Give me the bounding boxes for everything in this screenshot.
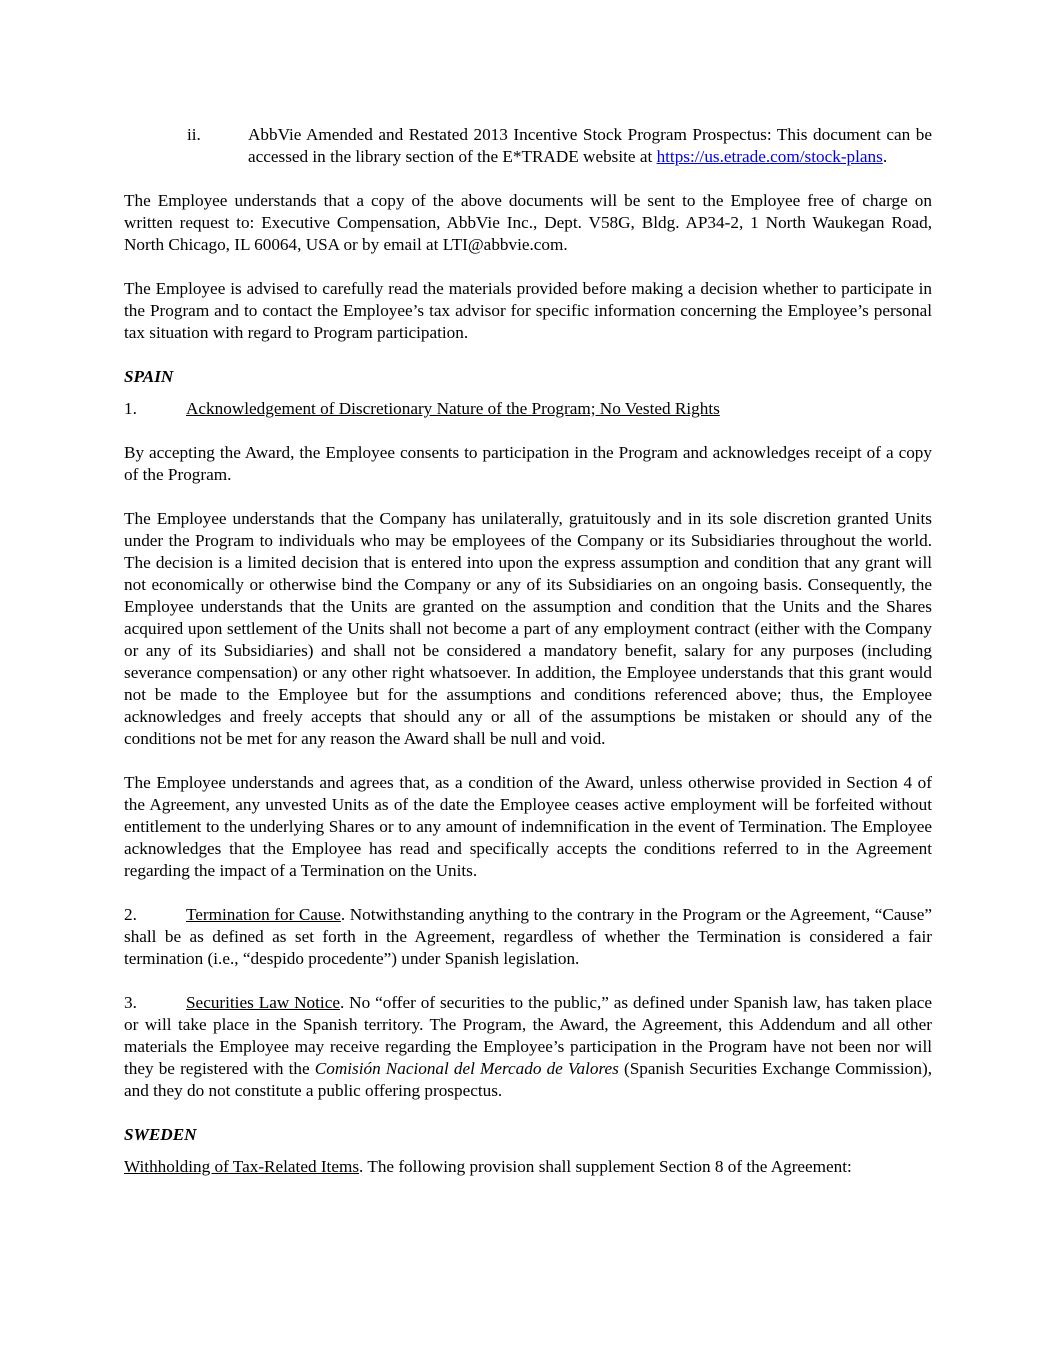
list-item-number: ii. bbox=[187, 125, 201, 144]
section-text: (Spanish Securities Exchange Commission), and they do not constitute a public offering prospectus. bbox=[124, 1059, 933, 1100]
section-text: . No “offer of securities to the public,” as defined under Spanish law, has taken place or will take place in the Spanish territory. The Program, the Award, the Agreement, this Addendum and all other materials the Employee may receive regarding the Employee’s participation in the Program have not been nor will they be registered with the bbox=[124, 993, 932, 1078]
paragraph-advised: The Employee is advised to carefully read the materials provided before making a decision whether to participate in the Program and to contact the Employee’s tax advisor for specific information concerning the Employee’s personal tax situation with regard to Program participation. bbox=[124, 279, 932, 342]
sweden-withholding bbox=[124, 1156, 932, 1178]
section-title: Withholding of Tax-Related Items bbox=[124, 1157, 360, 1176]
paragraph-accept-award: By accepting the Award, the Employee consents to participation in the Program and acknowledges receipt of a copy of the Program. bbox=[124, 443, 932, 484]
section-number: 1. bbox=[124, 399, 137, 418]
paragraph-discretionary-grant: The Employee understands that the Company has unilaterally, gratuitously and in its sole discretion granted Units under the Program to individuals who may be employees of the Company or its Subsidiaries throughout the world. The decision is a limited decision that is entered into upon the express assumption and condition that any grant will not economically or otherwise bind the Company or any of its Subsidiaries on an ongoing basis. Consequently, the Employee understands that the Units are granted on the assumption and condition that the Units and the Shares acquired upon settlement of the Units shall not become a part of any employment contract (either with the Company or any of its Subsidiaries) and shall not be considered a mandatory benefit, salary for any purposes (including severance compensation) or any other right whatsoever. In addition, the Employee understands that this grant would not be made to the Employee but for the assumptions and conditions referenced above; thus, the Employee acknowledges and freely accepts that should any or all of the assumptions be mistaken or should any of the conditions not be met for any reason the Award shall be null and void. bbox=[124, 509, 932, 748]
section-heading-spain: SPAIN bbox=[124, 367, 174, 386]
list-item-ii: ii. AbbVie Amended and Restated 2013 Incentive Stock Program Prospectus: This document can be accessed in the library section of the E*TRADE website at https://us.etrade.com/stock-plans. bbox=[187, 125, 932, 166]
section-text: . Notwithstanding anything to the contrary in the Program or the Agreement, “Cause” shall be as defined as set forth in the Agreement, regardless of whether the Termination is considered a fair termination (i.e., “despido procedente”) under Spanish legislation. bbox=[124, 905, 932, 968]
paragraph-forfeiture: The Employee understands and agrees that, as a condition of the Award, unless otherwise provided in Section 4 of the Agreement, any unvested Units as of the date the Employee ceases active employment will be forfeited without entitlement to the underlying Shares or to any amount of indemnification in the event of Termination. The Employee acknowledges that the Employee has read and specifically accepts the conditions referred to in the Agreement regarding the impact of a Termination on the Units. bbox=[124, 773, 932, 880]
list-item-text: AbbVie Amended and Restated 2013 Incentive Stock Program Prospectus: This document can be accessed in the library section of the E*TRADE website at bbox=[248, 125, 932, 166]
section-title: Securities Law Notice bbox=[186, 993, 340, 1012]
spain-section-1-title bbox=[124, 398, 932, 420]
document-page bbox=[124, 124, 932, 1178]
section-text: . The following provision shall supplement Section 8 of the Agreement: bbox=[359, 1157, 852, 1176]
spain-section-2 bbox=[124, 904, 932, 970]
spain-section-3 bbox=[124, 992, 932, 1102]
section-title: Termination for Cause bbox=[186, 905, 341, 924]
section-number: 3. bbox=[124, 993, 137, 1012]
section-title: Acknowledgement of Discretionary Nature of the Program; No Vested Rights bbox=[186, 399, 720, 418]
section-heading-sweden: SWEDEN bbox=[124, 1125, 197, 1144]
section-text-italic: Comisión Nacional del Mercado de Valores bbox=[314, 1059, 619, 1078]
section-number: 2. bbox=[124, 905, 137, 924]
etrade-link[interactable]: https://us.etrade.com/stock-plans bbox=[656, 147, 883, 166]
paragraph-copy-request: The Employee understands that a copy of the above documents will be sent to the Employee free of charge on written request to: Executive Compensation, AbbVie Inc., Dept. V58G, Bldg. AP34-2, 1 North Waukegan Road, North Chicago, IL 60064, USA or by email at LTI@abbvie.com. bbox=[124, 191, 932, 254]
